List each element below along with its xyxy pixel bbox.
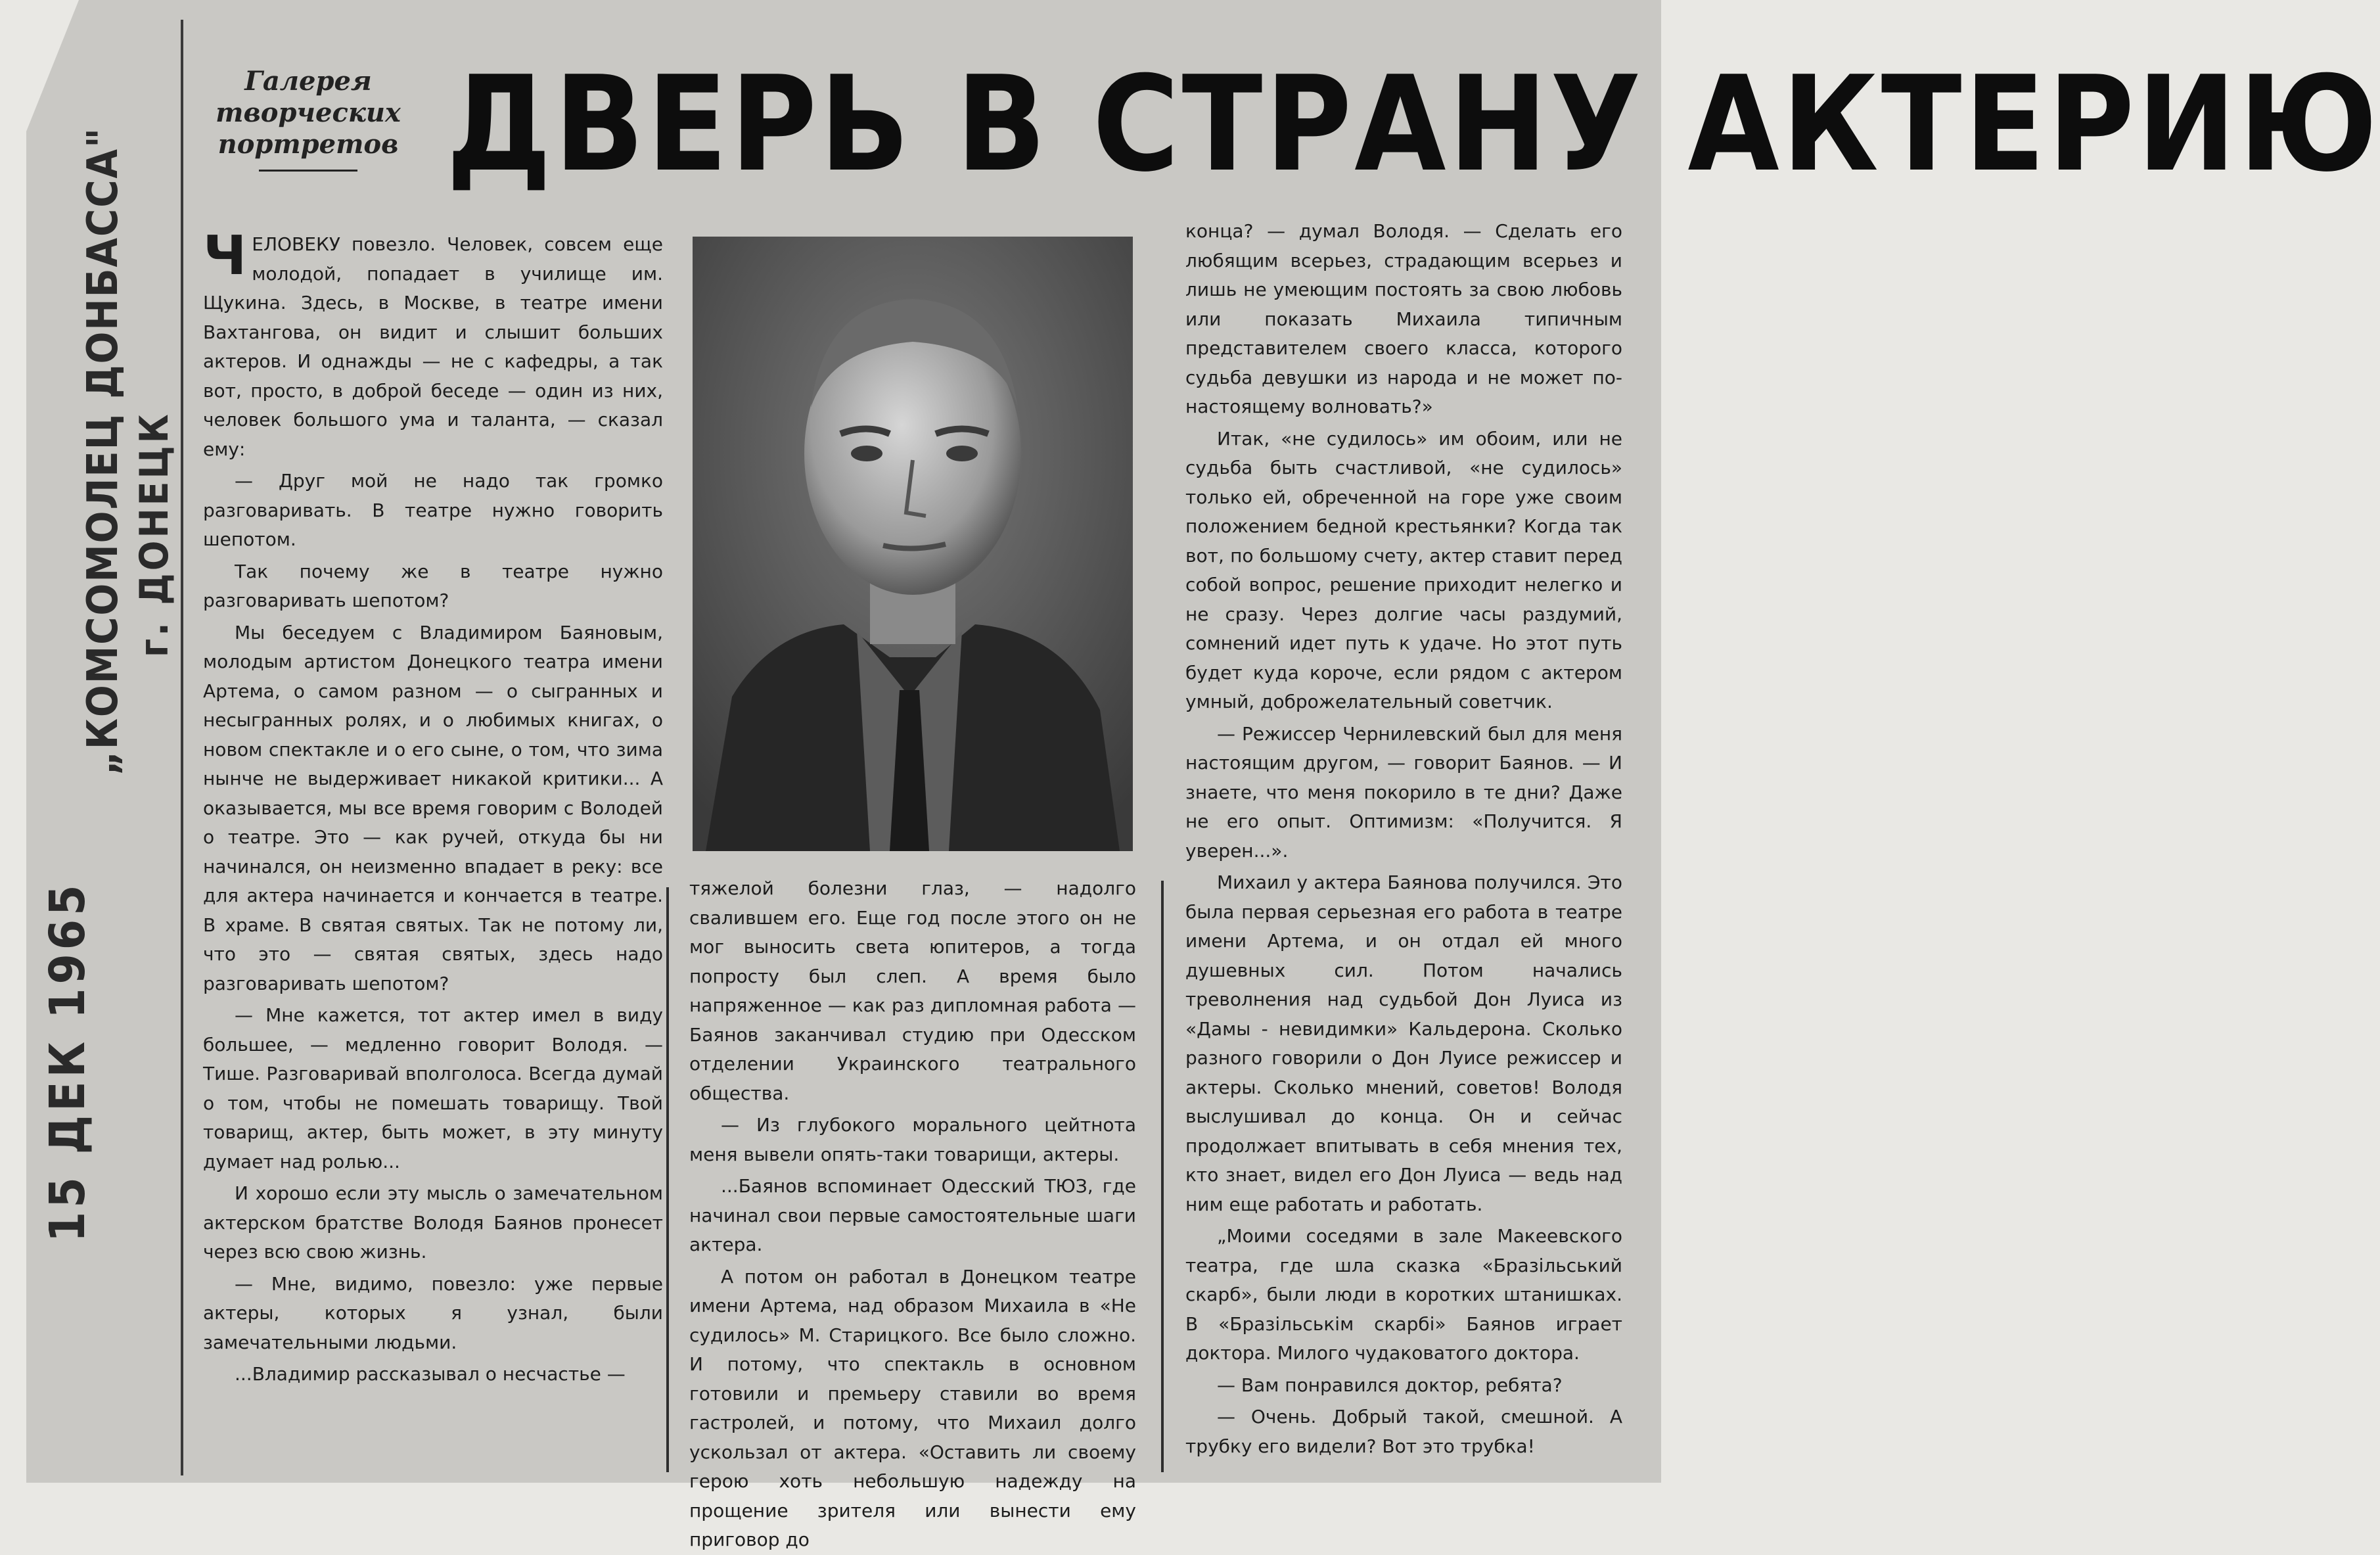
paragraph: конца? — думал Володя. — Сделать его любящим всерьез, страдающим всерьез и лишь не умеющим постоять за свою любовь или показать Михаила типичным представителем своего класса, которого судьба девушки из народа и не может по-настоящему волновать?» <box>1185 220 1622 417</box>
paragraph: — Очень. Добрый такой, смешной. А трубку его видели? Вот это трубка! <box>1185 1406 1622 1457</box>
portrait-photo <box>693 237 1133 851</box>
paragraph: тяжелой болезни глаз, — надолго свалившем его. Еще год после этого он не мог выносить света юпитеров, а тогда попросту был слеп. А время было напряженное — как раз дипломная работа — Баянов заканчивал студию при Одесском отделении Украинского театрального общества. <box>689 877 1136 1104</box>
paragraph: ...Владимир рассказывал о несчастье — <box>235 1363 626 1385</box>
rubric-underline <box>259 170 357 172</box>
column-divider <box>666 887 669 1472</box>
paragraph: А потом он работал в Донецком театре имени Артема, над образом Михаила в «Не судилось» М. Старицкого. Все было сложно. И потому, что спектакль в основном готовили и премьеру ставили во время гастролей, и потому, что Михаил долго ускользал от актера. «Оставить ли своему герою хоть небольшую надежду на прощение зрителя или вынести ему приговор до <box>689 1265 1136 1550</box>
paragraph: — Друг мой не надо так громко разговаривать. В театре нужно говорить шепотом. <box>203 470 663 550</box>
date-stamp: 15 ДЕК 1965 <box>39 881 96 1242</box>
paragraph: Так почему же в театре нужно разговаривать шепотом? <box>203 560 663 611</box>
column-divider <box>1161 881 1164 1472</box>
paragraph: — Из глубокого морального цейтнота меня вывели опять-таки товарищи, актеры. <box>689 1114 1136 1165</box>
paragraph-text: ЕЛОВЕКУ повезло. Человек, совсем еще молодой, попадает в училище им. Щукина. Здесь, в Москве, в театре имени Вахтангова, он видит и слышит больших актеров. И однажды — не с кафедры, а так вот, просто, в доброй беседе — один из них, человек большого ума и таланта, — сказал ему: <box>203 233 663 460</box>
paragraph: Итак, «не судилось» им обоим, или не судьба быть счастливой, «не судилось» только ей, обреченной на горе уже своим положением бедной крестьянки? Когда так вот, по большому счету, актер ставит перед собой вопрос, решение приходит нелегко и не сразу. Через долгие часы раздумий, сомнений идет путь к удаче. Но этот путь будет куда короче, если рядом с актером умный, доброжелательный советчик. <box>1185 427 1622 712</box>
article <box>181 20 2380 1550</box>
paragraph: — Мне, видимо, повезло: уже первые актеры, которых я узнал, были замечательными людьми. <box>203 1272 663 1353</box>
paragraph: — Мне кажется, тот актер имел в виду большее, — медленно говорит Володя. — Тише. Разговаривай вполголоса. Всегда думай о том, чтобы не помешать товарищу. Твой товарищ, актер, быть может, в эту минуту думает над ролью... <box>203 1004 663 1172</box>
paragraph: Михаил у актера Баянова получился. Это была первая серьезная его работа в театре имени Артема, и он отдал ей много душевных сил. Потом начались треволнения над судьбой Дон Луиса из «Дамы - невидимки» Кальдерона. Сколько разного говорили о Дон Луисе режиссер и актеры. Сколько мнений, советов! Володя выслушивал до конца. Он и сейчас продолжает впитывать в себя мнения тех, кто знает, видел его Дон Луиса — ведь над ним еще работать и работать. <box>1185 871 1622 1215</box>
paragraph: — Режиссер Чернилевский был для меня настоящим другом, — говорит Баянов. — И знаете, что меня покорило в те дни? Даже не его опыт. Оптимизм: «Получится. Я уверен...». <box>1185 722 1622 862</box>
portrait-photo-icon <box>693 237 1133 851</box>
city-stamp: г. ДОНЕЦК <box>131 411 177 657</box>
lead-paragraph <box>203 225 663 464</box>
headline: ДВЕРЬ В СТРАНУ АКТЕРИЮ <box>446 48 2380 201</box>
paragraph: „Моими соседями в зале Макеевского театра, где шла сказка «Бразільський скарб», были люди в коротких штанишках. В «Бразільськім скарбі» Баянов играет доктора. Милого чудаковатого доктора. <box>1185 1225 1622 1364</box>
rubric-text: Галерея творческих портретов <box>216 66 401 160</box>
paragraph: ...Баянов вспоминает Одесский ТЮЗ, где начинал свои первые самостоятельные шаги актера. <box>689 1175 1136 1255</box>
paragraph: — Вам понравился доктор, ребята? <box>1217 1374 1563 1396</box>
article-column-1 <box>203 225 663 1475</box>
rubric <box>210 66 407 172</box>
paragraph: И хорошо если эту мысль о замечательном актерском братстве Володя Баянов пронесет через всю свою жизнь. <box>203 1182 663 1263</box>
newspaper-name-stamp: „КОМСОМОЛЕЦ ДОНБАССА" <box>79 126 127 776</box>
article-column-3 <box>1185 217 1622 1472</box>
paragraph: Мы беседуем с Владимиром Баяновым, молодым артистом Донецкого театра имени Артема, о самом разном — о сыгранных и несыгранных ролях, и о любимых книгах, о новом спектакле и о его сыне, о том, что зима нынче не выдерживает никакой критики... А оказывается, мы все время говорим с Володей о театре. Это — как ручей, откуда бы ни начинался, он неизменно впадает в реку: все для актера начинается и кончается в театре. В храме. В святая святых. Так не потому ли, что это — святая святых, здесь надо разговаривать шепотом? <box>203 621 663 994</box>
drop-cap: Ч <box>203 225 247 287</box>
article-column-2 <box>689 874 1136 1550</box>
